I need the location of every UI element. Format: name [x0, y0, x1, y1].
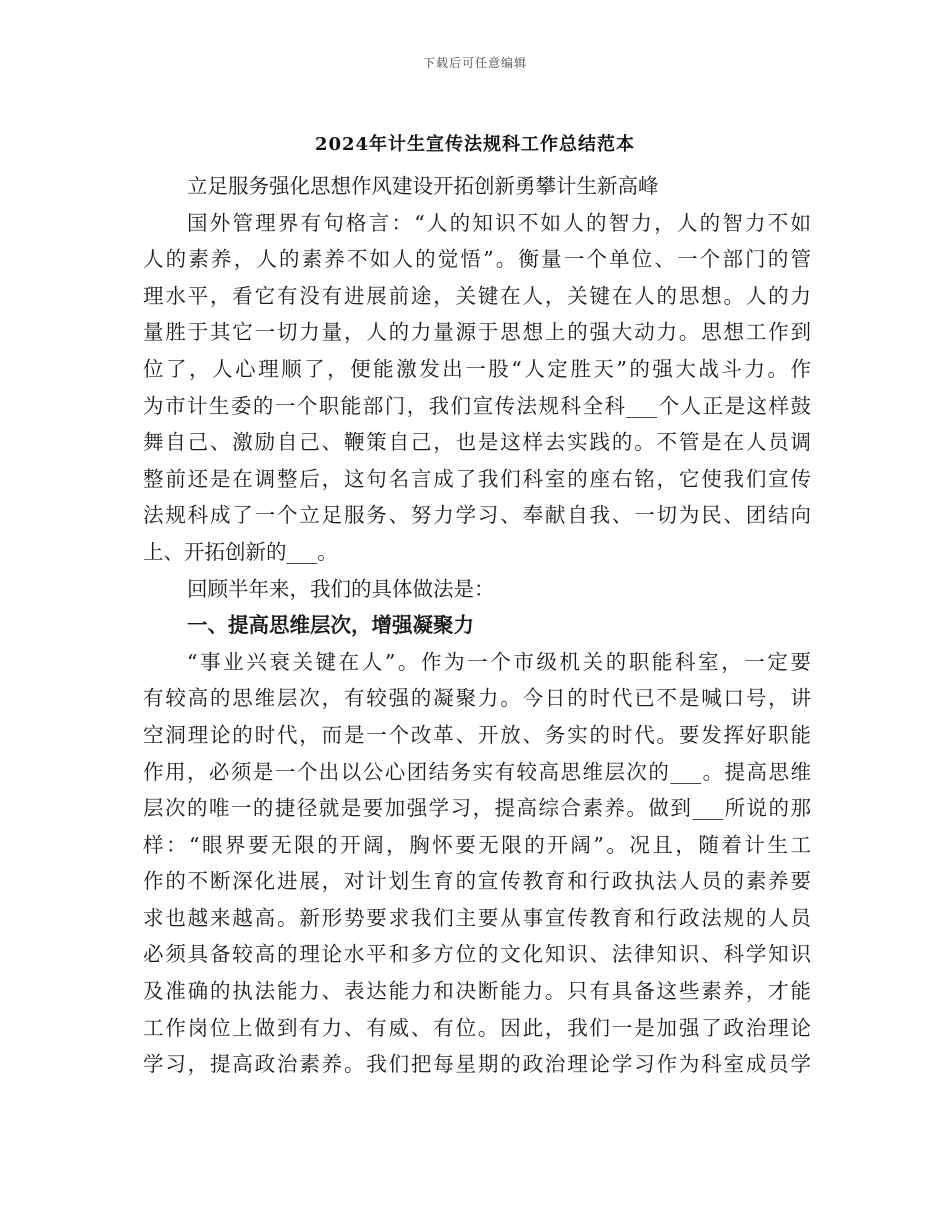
paragraph-line: 层次的唯一的捷径就是要加强学习，提高综合素养。做到___所说的那 [143, 796, 811, 821]
paragraph-line: 立足服务强化思想作风建设开拓创新勇攀计生新高峰 [187, 174, 659, 198]
paragraph-line: 学习，提高政治素养。我们把每星期的政治理论学习作为科室成员学 [143, 1052, 811, 1077]
paragraph-line: 为市计生委的一个职能部门，我们宣传法规科全科___个人正是这样鼓 [143, 393, 811, 418]
paragraph-line: 位了，人心理顺了，便能激发出一股“人定胜天”的强大战斗力。作 [143, 356, 811, 381]
paragraph-line: 及准确的执法能力、表达能力和决断能力。只有具备这些素养，才能 [143, 979, 811, 1004]
paragraph-line: 空洞理论的时代，而是一个改革、开放、务实的时代。要发挥好职能 [143, 722, 811, 747]
paragraph-line: 必须具备较高的理论水平和多方位的文化知识、法律知识、科学知识 [143, 942, 811, 967]
paragraph-line: 人的素养，人的素养不如人的觉悟”。衡量一个单位、一个部门的管 [143, 247, 811, 272]
paragraph-line: 求也越来越高。新形势要求我们主要从事宣传教育和行政法规的人员 [143, 905, 811, 930]
paragraph-line: 回顾半年来，我们的具体做法是： [187, 576, 495, 601]
paragraph-line: 样：“眼界要无限的开阔，胸怀要无限的开阔”。况且，随着计生工 [143, 832, 811, 857]
paragraph-line: 有较高的思维层次，有较强的凝聚力。今日的时代已不是喊口号，讲 [143, 686, 811, 711]
paragraph-line: 国外管理界有句格言：“人的知识不如人的智力，人的智力不如 [187, 210, 811, 235]
paragraph-line: 理水平，看它有没有进展前途，关键在人，关键在人的思想。人的力 [143, 283, 811, 308]
paragraph-line: “事业兴衰关键在人”。作为一个市级机关的职能科室，一定要 [187, 649, 811, 674]
document-body [143, 168, 811, 1083]
paragraph-line: 量胜于其它一切力量，人的力量源于思想上的强大动力。思想工作到 [143, 320, 811, 345]
paragraph-line: 作的不断深化进展，对计划生育的宣传教育和行政执法人员的素养要 [143, 869, 811, 894]
header-note: 下载后可任意编辑 [422, 56, 527, 70]
paragraph-line: 工作岗位上做到有力、有威、有位。因此，我们一是加强了政治理论 [143, 1015, 811, 1040]
paragraph-line: 整前还是在调整后，这句名言成了我们科室的座右铭，它使我们宣传 [143, 466, 811, 491]
paragraph-line: 舞自己、激励自己、鞭策自己，也是这样去实践的。不管是在人员调 [143, 430, 811, 455]
paragraph-line: 上、开拓创新的___。 [143, 539, 338, 564]
document-title: 2024年计生宣传法规科工作总结范本 [314, 134, 636, 155]
section-heading: 一、提高思维层次，增强凝聚力 [187, 613, 474, 638]
paragraph-line: 法规科成了一个立足服务、努力学习、奉献自我、一切为民、团结向 [143, 503, 811, 528]
paragraph-line: 作用，必须是一个出以公心团结务实有较高思维层次的___。提高思维 [143, 759, 811, 784]
